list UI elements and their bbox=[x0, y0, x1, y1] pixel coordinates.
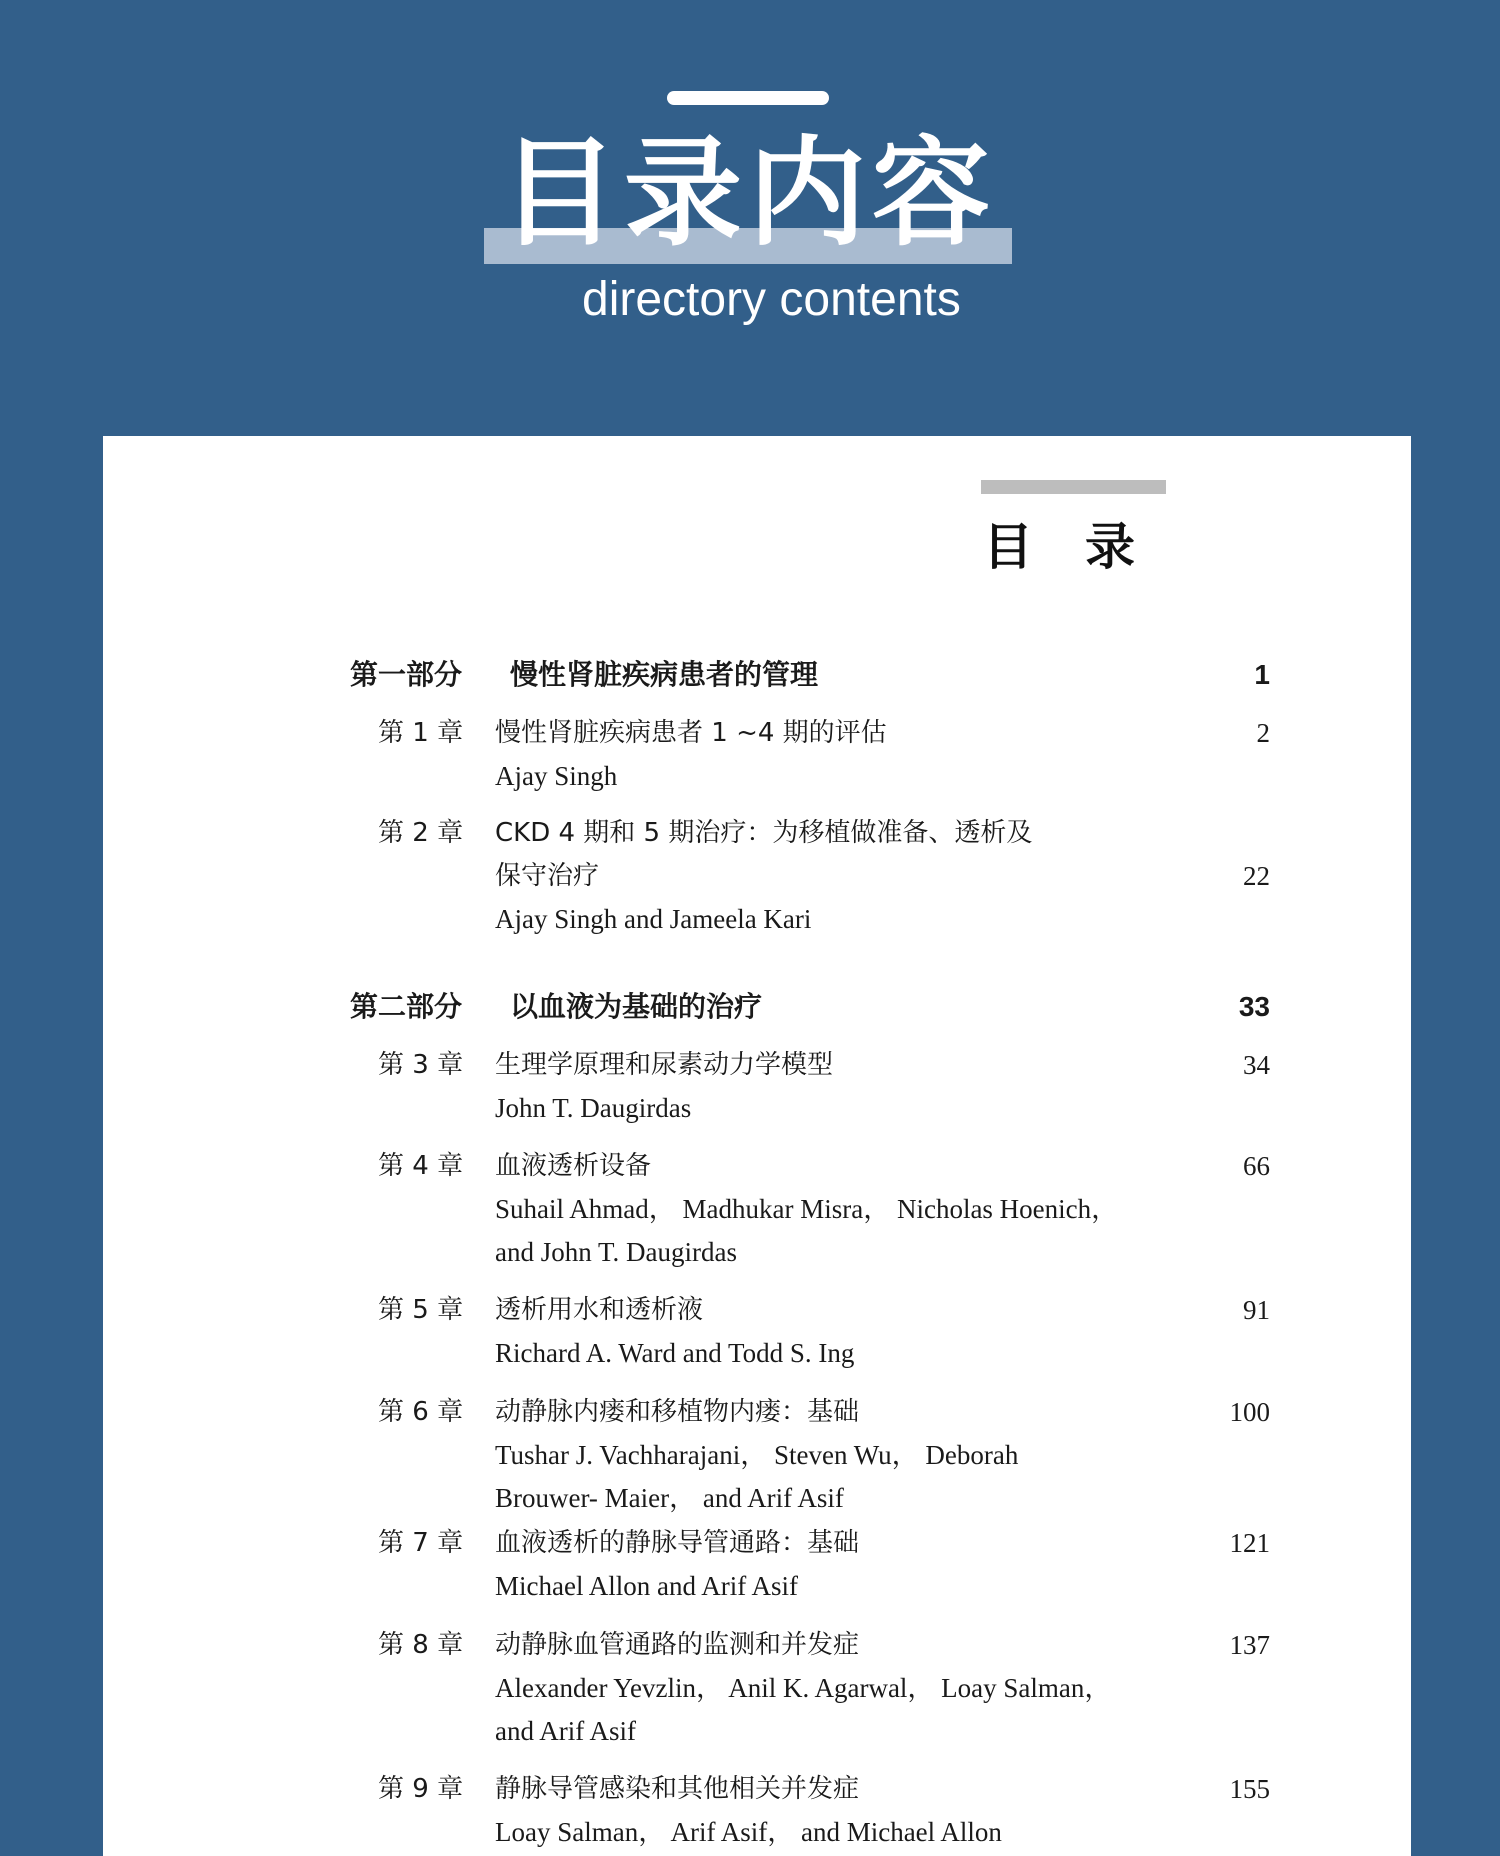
chapter-authors: Ajay Singh and Jameela Kari bbox=[495, 904, 812, 934]
page-title: 目录内容 bbox=[499, 124, 996, 262]
header-accent-bar bbox=[667, 91, 829, 105]
chapter-authors: Suhail Ahmad， Madhukar Misra， Nicholas Hoenich， bbox=[495, 1194, 1119, 1224]
chapter-label: 第 9 章 bbox=[378, 1774, 464, 1804]
chapter-authors: Ajay Singh bbox=[495, 761, 618, 791]
part-label: 第二部分 bbox=[350, 990, 463, 1023]
chapter-label: 第 2 章 bbox=[378, 818, 464, 848]
chapter-label: 第 3 章 bbox=[378, 1050, 464, 1080]
chapter-title: 透析用水和透析液 bbox=[495, 1295, 704, 1325]
chapter-title: 慢性肾脏疾病患者 1 ~4 期的评估 bbox=[495, 718, 887, 748]
chapter-label: 第 6 章 bbox=[378, 1397, 464, 1427]
chapter-label: 第 1 章 bbox=[378, 718, 464, 748]
page-subtitle: directory contents bbox=[582, 273, 961, 326]
chapter-title-continued: 保守治疗 bbox=[495, 861, 600, 891]
chapter-authors: Loay Salman， Arif Asif， and Michael Allon bbox=[495, 1817, 1002, 1847]
chapter-page: 34 bbox=[1243, 1050, 1270, 1080]
chapter-page: 121 bbox=[1229, 1528, 1270, 1558]
chapter-authors-continued: Brouwer- Maier， and Arif Asif bbox=[495, 1483, 844, 1513]
chapter-authors: Richard A. Ward and Todd S. Ing bbox=[495, 1338, 855, 1368]
chapter-page: 100 bbox=[1229, 1397, 1270, 1427]
toc-part bbox=[350, 986, 1270, 1028]
chapter-authors: Michael Allon and Arif Asif bbox=[495, 1571, 798, 1601]
chapter-authors: John T. Daugirdas bbox=[495, 1093, 692, 1123]
chapter-title: 动静脉血管通路的监测和并发症 bbox=[495, 1630, 860, 1660]
part-page: 33 bbox=[1238, 991, 1270, 1022]
part-name: 慢性肾脏疾病患者的管理 bbox=[510, 658, 819, 691]
chapter-page: 2 bbox=[1256, 718, 1270, 748]
chapter-page: 91 bbox=[1243, 1295, 1270, 1325]
part-name: 以血液为基础的治疗 bbox=[510, 990, 763, 1023]
chapter-title: CKD 4 期和 5 期治疗：为移植做准备、透析及 bbox=[495, 818, 1033, 848]
chapter-page: 155 bbox=[1229, 1774, 1270, 1804]
chapter-page: 22 bbox=[1243, 861, 1270, 891]
chapter-page: 137 bbox=[1229, 1630, 1270, 1660]
chapter-authors: Alexander Yevzlin， Anil K. Agarwal， Loay Salman， bbox=[495, 1673, 1112, 1703]
toc-list bbox=[103, 436, 1411, 1856]
chapter-title: 血液透析设备 bbox=[495, 1151, 652, 1181]
chapter-title: 静脉导管感染和其他相关并发症 bbox=[495, 1774, 860, 1804]
chapter-label: 第 7 章 bbox=[378, 1528, 464, 1558]
part-label: 第一部分 bbox=[350, 658, 463, 691]
chapter-label: 第 8 章 bbox=[378, 1630, 464, 1660]
chapter-title: 血液透析的静脉导管通路：基础 bbox=[495, 1528, 860, 1558]
toc-page-scan bbox=[103, 436, 1411, 1856]
toc-heading: 目录 bbox=[983, 518, 1187, 576]
chapter-page: 66 bbox=[1243, 1151, 1270, 1181]
chapter-authors-continued: and Arif Asif bbox=[495, 1716, 636, 1746]
chapter-title: 动静脉内瘘和移植物内瘘：基础 bbox=[495, 1397, 860, 1427]
chapter-authors-continued: and John T. Daugirdas bbox=[495, 1237, 737, 1267]
part-page: 1 bbox=[1254, 659, 1270, 690]
chapter-authors: Tushar J. Vachharajani， Steven Wu， Deborah bbox=[495, 1440, 1019, 1470]
chapter-label: 第 4 章 bbox=[378, 1151, 464, 1181]
chapter-title: 生理学原理和尿素动力学模型 bbox=[495, 1050, 834, 1080]
chapter-label: 第 5 章 bbox=[378, 1295, 464, 1325]
toc-part bbox=[350, 654, 1270, 696]
